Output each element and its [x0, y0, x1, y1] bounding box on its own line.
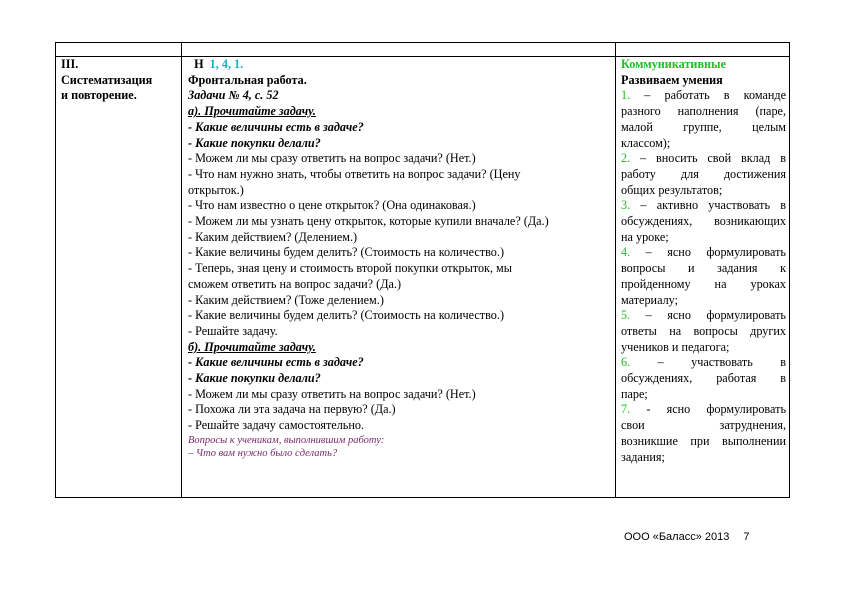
content-line: - Можем ли мы узнать цену открыток, которые купили вначале? (Да.)	[188, 214, 549, 229]
skill-text: пройденному на уроках	[621, 276, 786, 291]
skill-text: – участвовать в	[657, 355, 786, 370]
skill-line	[616, 261, 789, 277]
skill-text: – активно участвовать в	[640, 198, 786, 213]
skill-text: общих результатов;	[621, 182, 723, 197]
content-line: - Каким действием? (Тоже делением.)	[188, 292, 384, 307]
skill-line	[616, 387, 789, 403]
skill-line	[616, 308, 789, 324]
skill-line	[616, 183, 789, 199]
skill-line	[616, 340, 789, 356]
skill-line	[616, 214, 789, 230]
skill-text: паре;	[621, 386, 648, 401]
content-line: а). Прочитайте задачу.	[188, 104, 316, 119]
skill-line	[616, 88, 789, 104]
skills-list	[616, 88, 789, 465]
skill-line	[616, 198, 789, 214]
task-ref-prefix: Н	[194, 57, 204, 71]
skills-heading: Коммуникативные	[621, 57, 726, 71]
skill-text: на уроке;	[621, 229, 669, 244]
content-line: - Что нам известно о цене открыток? (Она одинаковая.)	[188, 198, 476, 213]
lesson-table	[55, 42, 790, 498]
page-number: 7	[743, 531, 750, 543]
skill-text: классом);	[621, 135, 671, 150]
skill-text: разного наполнения (паре,	[621, 104, 786, 119]
content-line: - Каким действием? (Делением.)	[188, 229, 358, 244]
content-line: Вопросы к ученикам, выполнившим работу:	[188, 434, 385, 446]
skill-text: ответы на вопросы других	[621, 323, 786, 338]
content-line: - Какие покупки делали?	[188, 371, 321, 386]
skill-number: 4.	[621, 245, 631, 260]
footer-publisher: ООО «Баласс» 2013	[624, 531, 730, 543]
skill-text: свои затруднения,	[621, 418, 786, 433]
content-line: - Какие величины будем делить? (Стоимость на количество.)	[188, 308, 504, 323]
header-cell-content	[182, 43, 616, 57]
skill-text: вопросы и задания к	[621, 261, 786, 276]
content-line: - Что нам нужно знать, чтобы ответить на вопрос задачи? (Цену	[188, 166, 521, 181]
skill-line	[616, 434, 789, 450]
content-line: - Какие покупки делали?	[188, 135, 321, 150]
content-line: открыток.)	[188, 182, 244, 197]
stage-line: III.	[61, 57, 79, 71]
content-line: Фронтальная работа.	[188, 72, 307, 87]
stage-text	[56, 57, 181, 497]
content-line: - Решайте задачу самостоятельно.	[188, 418, 365, 433]
content-line: - Можем ли мы сразу ответить на вопрос задачи? (Нет.)	[188, 151, 476, 166]
skill-text: малой группе, целым	[621, 119, 786, 134]
content-line: – Что вам нужно было сделать?	[188, 447, 338, 459]
skill-number: 3.	[621, 198, 631, 213]
skill-text: обсуждениях, работая в	[621, 371, 786, 386]
skill-number: 2.	[621, 151, 631, 166]
skill-line	[616, 277, 789, 293]
task-ref-value: 1, 4, 1.	[209, 57, 244, 71]
skill-number: 5.	[621, 308, 631, 323]
skill-text: – работать в команде	[644, 88, 787, 103]
skills-subheading: Развиваем умения	[621, 72, 723, 87]
skill-line	[616, 450, 789, 466]
skill-number: 1.	[621, 88, 631, 103]
content-line: - Можем ли мы сразу ответить на вопрос задачи? (Нет.)	[188, 386, 476, 401]
table-row	[56, 57, 790, 498]
content-line: - Какие величины есть в задаче?	[188, 119, 364, 134]
content-line: б). Прочитайте задачу.	[188, 339, 316, 354]
task-reference	[182, 57, 615, 73]
skill-line	[616, 167, 789, 183]
stage-line: и повторение.	[61, 88, 137, 103]
content-line: Задачи № 4, с. 52	[188, 88, 279, 103]
skill-line	[616, 245, 789, 261]
skill-text: возникшие при выполнении	[621, 433, 786, 448]
content-cell	[182, 57, 616, 498]
skill-number: 6.	[621, 355, 631, 370]
skill-text: задания;	[621, 449, 665, 464]
content-text	[182, 57, 615, 497]
skill-line	[616, 104, 789, 120]
skill-line	[616, 355, 789, 371]
skill-line	[616, 136, 789, 152]
content-line: сможем ответить на вопрос задачи? (Да.)	[188, 276, 402, 291]
skill-line	[616, 120, 789, 136]
skill-text: - ясно формулировать	[646, 402, 786, 417]
skill-text: – вносить свой вклад в	[640, 151, 786, 166]
skill-text: учеников и педагога;	[621, 339, 730, 354]
skill-line	[616, 371, 789, 387]
header-cell-stage	[56, 43, 182, 57]
skills-text	[616, 57, 789, 497]
table-header-row	[56, 43, 790, 57]
header-cell-skills	[616, 43, 790, 57]
skill-text: обсуждениях, возникающих	[621, 214, 786, 229]
skill-line	[616, 324, 789, 340]
skill-text: – ясно формулировать	[645, 245, 786, 260]
skill-line	[616, 293, 789, 309]
stage-line: Систематизация	[61, 72, 153, 87]
skills-cell	[616, 57, 790, 498]
skill-line	[616, 402, 789, 418]
stage-cell	[56, 57, 182, 498]
content-line: - Теперь, зная цену и стоимость второй покупки открыток, мы	[188, 261, 512, 276]
content-line: - Решайте задачу.	[188, 323, 278, 338]
skill-line	[616, 151, 789, 167]
skill-text: работу для достижения	[621, 166, 786, 181]
skill-number: 7.	[621, 402, 631, 417]
content-lines	[182, 73, 615, 460]
skill-text: материалу;	[621, 292, 678, 307]
content-line: - Какие величины есть в задаче?	[188, 355, 364, 370]
page-footer	[624, 531, 749, 543]
skill-text: – ясно формулировать	[645, 308, 786, 323]
content-line: - Какие величины будем делить? (Стоимость на количество.)	[188, 245, 504, 260]
skill-line	[616, 230, 789, 246]
content-line: - Похожа ли эта задача на первую? (Да.)	[188, 402, 396, 417]
skill-line	[616, 418, 789, 434]
